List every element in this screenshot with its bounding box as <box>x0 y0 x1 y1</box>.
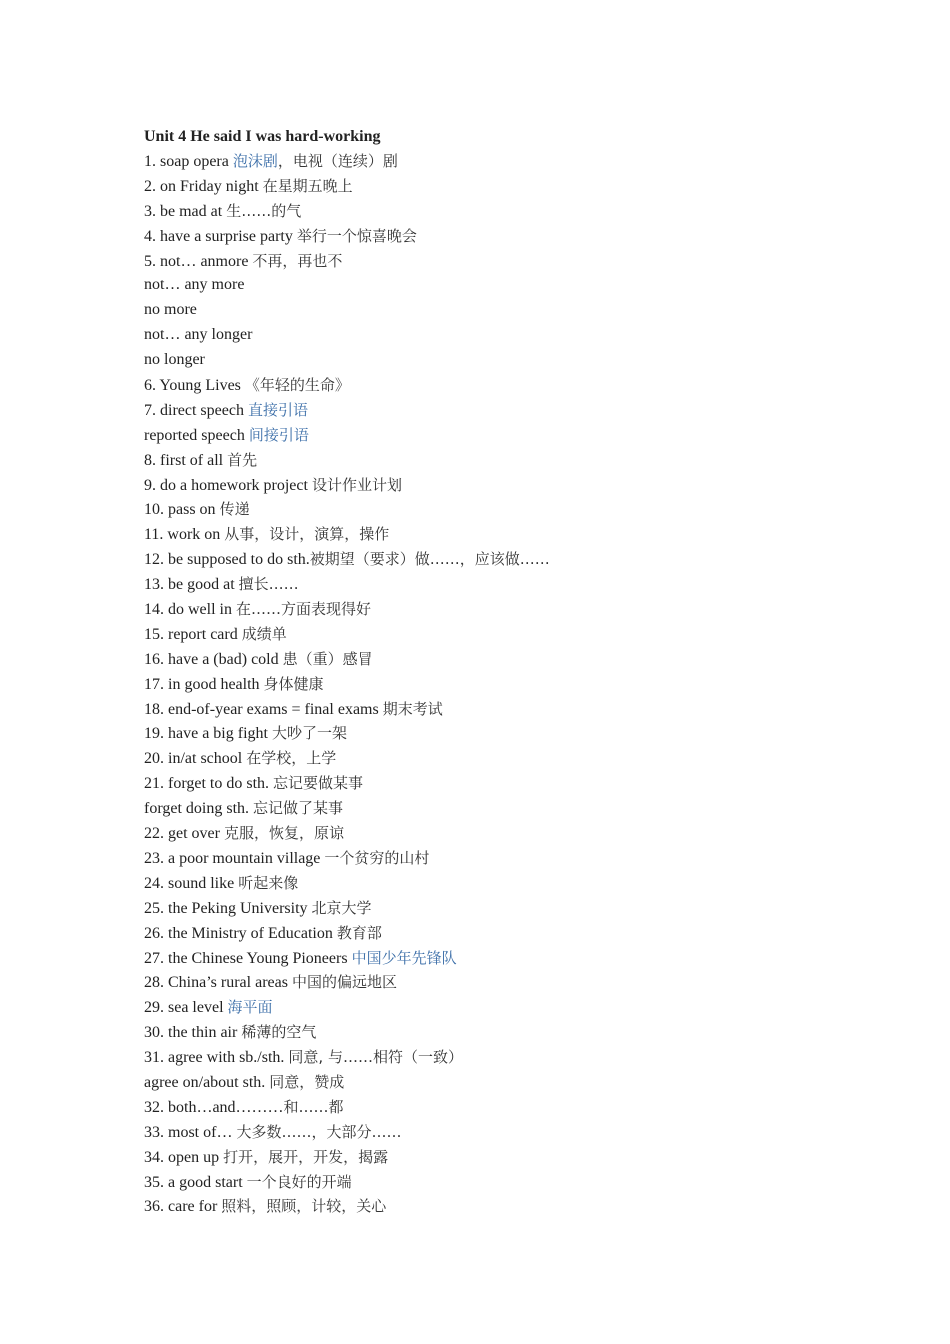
chinese-translation: 在……方面表现得好 <box>236 600 372 619</box>
english-phrase: reported speech <box>144 426 249 444</box>
english-phrase: 4. have a surprise party <box>144 227 297 245</box>
chinese-translation: 教育部 <box>336 923 382 942</box>
vocab-line <box>144 373 864 398</box>
english-phrase: 34. open up <box>144 1148 224 1166</box>
chinese-translation: 同意，赞成 <box>269 1072 345 1091</box>
english-phrase: no more <box>144 301 197 319</box>
chinese-translation: 设计作业计划 <box>311 475 402 494</box>
vocab-line <box>144 572 864 597</box>
chinese-translation: 忘记要做某事 <box>273 774 364 793</box>
chinese-translation: 身体健康 <box>263 674 324 693</box>
english-phrase: 3. be mad at <box>144 202 227 220</box>
english-phrase: 31. agree with sb./sth. <box>144 1049 289 1067</box>
english-phrase: 24. sound like <box>144 874 239 892</box>
vocab-line <box>144 622 864 647</box>
chinese-translation: 期末考试 <box>382 699 443 718</box>
chinese-translation: 不再，再也不 <box>252 251 343 270</box>
english-phrase: no longer <box>144 351 205 369</box>
document-page <box>144 124 864 1219</box>
vocab-line <box>144 224 864 249</box>
chinese-translation: 克服，恢复，原谅 <box>223 824 344 843</box>
vocab-line <box>144 547 864 572</box>
vocab-line <box>144 771 864 796</box>
english-phrase: 15. report card <box>144 625 242 643</box>
vocab-line <box>144 1194 864 1219</box>
english-phrase: forget doing sth. <box>144 800 254 818</box>
vocab-line <box>144 896 864 921</box>
vocab-line <box>144 497 864 522</box>
chinese-translation: 首先 <box>227 450 258 469</box>
chinese-translation: 忘记做了某事 <box>253 799 344 818</box>
page-title: Unit 4 He said I was hard-working <box>144 128 381 145</box>
english-phrase: 29. sea level <box>144 999 228 1017</box>
english-phrase: 17. in good health <box>144 675 264 693</box>
chinese-translation: 从事，设计，演算，操作 <box>224 525 390 544</box>
english-phrase: 2. on Friday night <box>144 177 263 195</box>
vocab-line <box>144 1095 864 1120</box>
english-phrase: 35. a good start <box>144 1173 247 1191</box>
chinese-translation: 在学校，上学 <box>246 749 337 768</box>
vocab-line <box>144 1020 864 1045</box>
vocab-line <box>144 249 864 274</box>
chinese-translation: 患（重）感冒 <box>282 649 373 668</box>
chinese-translation: 生……的气 <box>226 201 302 220</box>
english-phrase: 10. pass on <box>144 501 220 519</box>
vocab-line <box>144 174 864 199</box>
english-phrase: 23. a poor mountain village <box>144 849 325 867</box>
chinese-translation: 大吵了一架 <box>271 724 347 743</box>
chinese-translation: 举行一个惊喜晚会 <box>296 226 417 245</box>
english-phrase: 1. soap opera <box>144 153 233 170</box>
english-phrase: not… any more <box>144 276 245 294</box>
chinese-term-highlight: 中国少年先锋队 <box>351 948 457 967</box>
english-phrase: 18. end-of-year exams = final exams <box>144 700 383 718</box>
chinese-translation: 照料，照顾，计较，关心 <box>221 1197 387 1216</box>
chinese-translation: 同意, 与……相符（一致） <box>288 1048 463 1067</box>
vocab-line <box>144 946 864 971</box>
chinese-term-highlight: 海平面 <box>227 998 273 1017</box>
english-phrase: 32. both…and……… <box>144 1098 284 1116</box>
vocab-line <box>144 1070 864 1095</box>
english-phrase: 27. the Chinese Young Pioneers <box>144 949 352 967</box>
vocab-line <box>144 597 864 622</box>
chinese-translation: 大多数……，大部分…… <box>236 1122 402 1141</box>
chinese-translation: 被期望（要求）做……，应该做…… <box>309 550 550 569</box>
vocab-line <box>144 970 864 995</box>
english-phrase: 30. the thin air <box>144 1024 242 1042</box>
vocab-line <box>144 1170 864 1195</box>
vocab-line <box>144 1045 864 1070</box>
chinese-term-highlight: 间接引语 <box>248 425 309 444</box>
vocab-line <box>144 821 864 846</box>
vocab-line <box>144 1120 864 1145</box>
vocabulary-list <box>144 149 864 1219</box>
vocab-line <box>144 796 864 821</box>
english-phrase: 25. the Peking University <box>144 899 312 917</box>
english-phrase: agree on/about sth. <box>144 1073 270 1091</box>
english-phrase: 33. most of… <box>144 1123 237 1141</box>
chinese-translation: 稀薄的空气 <box>241 1023 317 1042</box>
vocab-line <box>144 149 864 174</box>
chinese-translation: 和……都 <box>283 1097 344 1116</box>
english-phrase: 12. be supposed to do sth. <box>144 551 310 569</box>
chinese-translation: 擅长…… <box>238 575 299 594</box>
english-phrase: 16. have a (bad) cold <box>144 650 283 668</box>
chinese-translation: 传递 <box>219 500 250 519</box>
vocab-line <box>144 273 864 298</box>
english-phrase: 5. not… anmore <box>144 252 253 270</box>
english-phrase: 6. Young Lives <box>144 377 245 395</box>
english-phrase: 19. have a big fight <box>144 725 272 743</box>
vocab-line <box>144 995 864 1020</box>
chinese-translation: 《年轻的生命》 <box>244 376 350 395</box>
vocab-line <box>144 298 864 323</box>
vocab-line <box>144 647 864 672</box>
english-phrase: 22. get over <box>144 825 224 843</box>
vocab-line <box>144 348 864 373</box>
chinese-translation: 一个贫穷的山村 <box>324 848 430 867</box>
vocab-line <box>144 921 864 946</box>
english-phrase: 36. care for <box>144 1198 222 1216</box>
vocab-line <box>144 871 864 896</box>
vocab-line <box>144 697 864 722</box>
vocab-line <box>144 1145 864 1170</box>
vocab-line <box>144 398 864 423</box>
english-phrase: 7. direct speech <box>144 401 248 419</box>
chinese-translation: 一个良好的开端 <box>246 1172 352 1191</box>
vocab-line <box>144 448 864 473</box>
vocab-line <box>144 746 864 771</box>
chinese-translation: 在星期五晚上 <box>262 176 353 195</box>
chinese-translation: 听起来像 <box>238 873 299 892</box>
chinese-translation: ，电视（连续）剧 <box>277 152 398 170</box>
english-phrase: 13. be good at <box>144 576 239 594</box>
english-phrase: not… any longer <box>144 326 253 344</box>
english-phrase: 8. first of all <box>144 451 228 469</box>
vocab-line <box>144 323 864 348</box>
vocab-line <box>144 522 864 547</box>
vocab-line <box>144 672 864 697</box>
english-phrase: 21. forget to do sth. <box>144 775 274 793</box>
english-phrase: 26. the Ministry of Education <box>144 924 337 942</box>
english-phrase: 14. do well in <box>144 601 236 619</box>
chinese-term-highlight: 泡沫剧 <box>232 152 278 170</box>
chinese-translation: 成绩单 <box>241 624 287 643</box>
chinese-translation: 北京大学 <box>311 898 372 917</box>
vocab-line <box>144 199 864 224</box>
english-phrase: 9. do a homework project <box>144 476 312 494</box>
english-phrase: 20. in/at school <box>144 750 247 768</box>
english-phrase: 11. work on <box>144 526 225 544</box>
chinese-term-highlight: 直接引语 <box>247 400 308 419</box>
chinese-translation: 中国的偏远地区 <box>291 973 397 992</box>
vocab-line <box>144 721 864 746</box>
vocab-line <box>144 846 864 871</box>
chinese-translation: 打开，展开，开发，揭露 <box>223 1147 389 1166</box>
vocab-line <box>144 473 864 498</box>
english-phrase: 28. China’s rural areas <box>144 974 292 992</box>
vocab-line <box>144 423 864 448</box>
